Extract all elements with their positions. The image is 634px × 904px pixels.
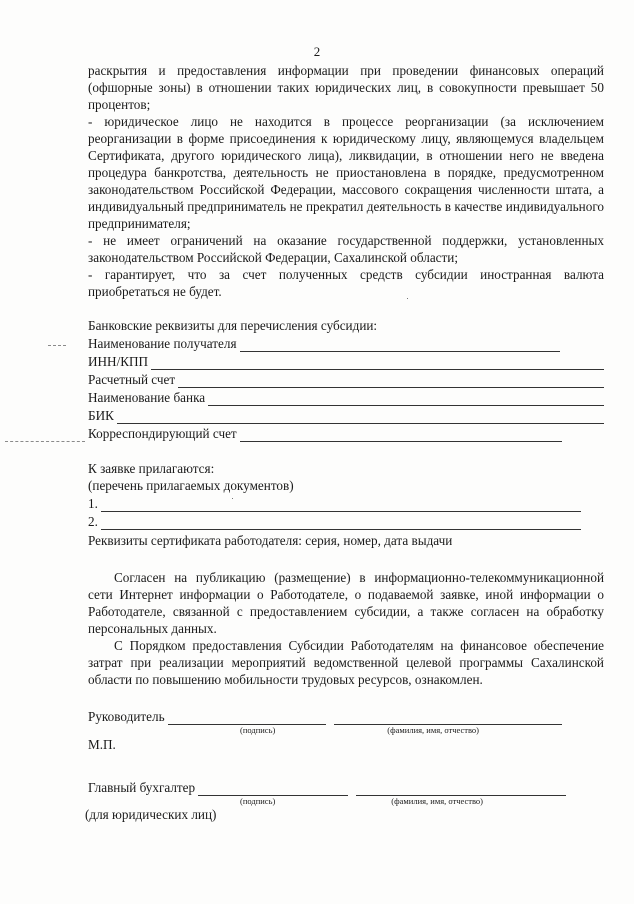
document-body <box>85 62 604 823</box>
paragraph-currency: - гарантирует, что за счет полученных средств субсидии иностранная валюта приобретаться не будет. <box>88 267 604 299</box>
legal-entities-note: (для юридических лиц) <box>85 807 217 822</box>
accountant-captions <box>88 796 604 806</box>
attachments-subheading: (перечень прилагаемых документов) <box>88 478 294 493</box>
caption-signature: (подпись) <box>240 725 276 735</box>
page-number: 2 <box>313 44 321 59</box>
attachment-number: 2. <box>88 514 98 529</box>
caption-name: (фамилия, имя, отчество) <box>387 725 480 735</box>
field-label: ИНН/КПП <box>88 354 149 369</box>
consent-paragraph: Согласен на публикацию (размещение) в информационно-телекоммуникационной сети Интернет информации о Работодателе, о подаваемой заявке, иной информации о Работодателе, связанной с предоставлением субсидии, а также согласен на обработку персональных данных. <box>88 570 604 636</box>
fill-line[interactable] <box>178 374 604 388</box>
field-label: Расчетный счет <box>88 372 176 387</box>
head-label: Руководитель <box>88 709 165 724</box>
scan-mark <box>48 345 66 346</box>
fill-line[interactable] <box>101 516 581 530</box>
attachment-item-2[interactable] <box>88 512 604 530</box>
paragraph-restrictions: - не имеет ограничений на оказание государственной поддержки, установленных законодательством Российской Федерации, Сахалинской области; <box>88 233 604 265</box>
caption-name: (фамилия, имя, отчество) <box>391 796 484 806</box>
stamp-label: М.П. <box>88 737 116 752</box>
head-name-line[interactable] <box>334 711 562 725</box>
bank-heading: Банковские реквизиты для перечисления субсидии: <box>88 318 378 333</box>
field-label: Наименование получателя <box>88 336 237 351</box>
fill-line[interactable] <box>101 498 581 512</box>
attachment-item-1[interactable] <box>88 494 604 512</box>
field-recipient-name[interactable] <box>88 334 604 352</box>
field-correspondent-account[interactable] <box>88 424 604 442</box>
paragraph-offshore: раскрытия и предоставления информации при проведении финансовых операций (офшорные зоны) в отношении таких юридических лиц, в совокупности превышает 50 процентов; <box>88 63 604 112</box>
field-inn-kpp[interactable] <box>88 352 604 370</box>
accountant-signature-line[interactable] <box>198 782 348 796</box>
fill-line[interactable] <box>240 428 562 442</box>
caption-signature: (подпись) <box>240 796 276 806</box>
field-bik[interactable] <box>88 406 604 424</box>
field-account[interactable] <box>88 370 604 388</box>
accountant-label: Главный бухгалтер <box>88 780 196 795</box>
fill-line[interactable] <box>151 356 604 370</box>
field-label: Наименование банка <box>88 390 206 405</box>
field-label: Корреспондирующий счет <box>88 426 237 441</box>
fill-line[interactable] <box>117 410 604 424</box>
accountant-signature-row <box>88 779 604 796</box>
attachments-heading: К заявке прилагаются: <box>88 461 215 476</box>
scan-mark <box>5 441 85 442</box>
head-signature-line[interactable] <box>168 711 326 725</box>
head-signature-row <box>88 708 604 725</box>
attachment-number: 1. <box>88 496 98 511</box>
paragraph-reorganization: - юридическое лицо не находится в процессе реорганизации (за исключением реорганизации в форме присоединения к юридическому лицу, являющемуся владельцем Сертификата, другого юридического лица), ликвидации, в отношении него не введена процедура банкротства, деятельность не приостановлена в порядке, предусмотренном законодательством Российской Федерации, массового сокращения численности штата, а индивидуальный предприниматель не прекратил деятельность в качестве индивидуального предпринимателя; <box>88 114 604 231</box>
accountant-name-line[interactable] <box>356 782 566 796</box>
field-bank-name[interactable] <box>88 388 604 406</box>
field-label: БИК <box>88 408 114 423</box>
acknowledgement-paragraph: С Порядком предоставления Субсидии Работодателям на финансовое обеспечение затрат при реализации мероприятий ведомственной целевой программы Сахалинской области по повышению мобильности трудовых ресурсов, ознакомлен. <box>88 638 604 687</box>
fill-line[interactable] <box>208 392 604 406</box>
head-captions <box>88 725 604 735</box>
certificate-line: Реквизиты сертификата работодателя: серия, номер, дата выдачи <box>88 533 453 548</box>
fill-line[interactable] <box>240 338 560 352</box>
